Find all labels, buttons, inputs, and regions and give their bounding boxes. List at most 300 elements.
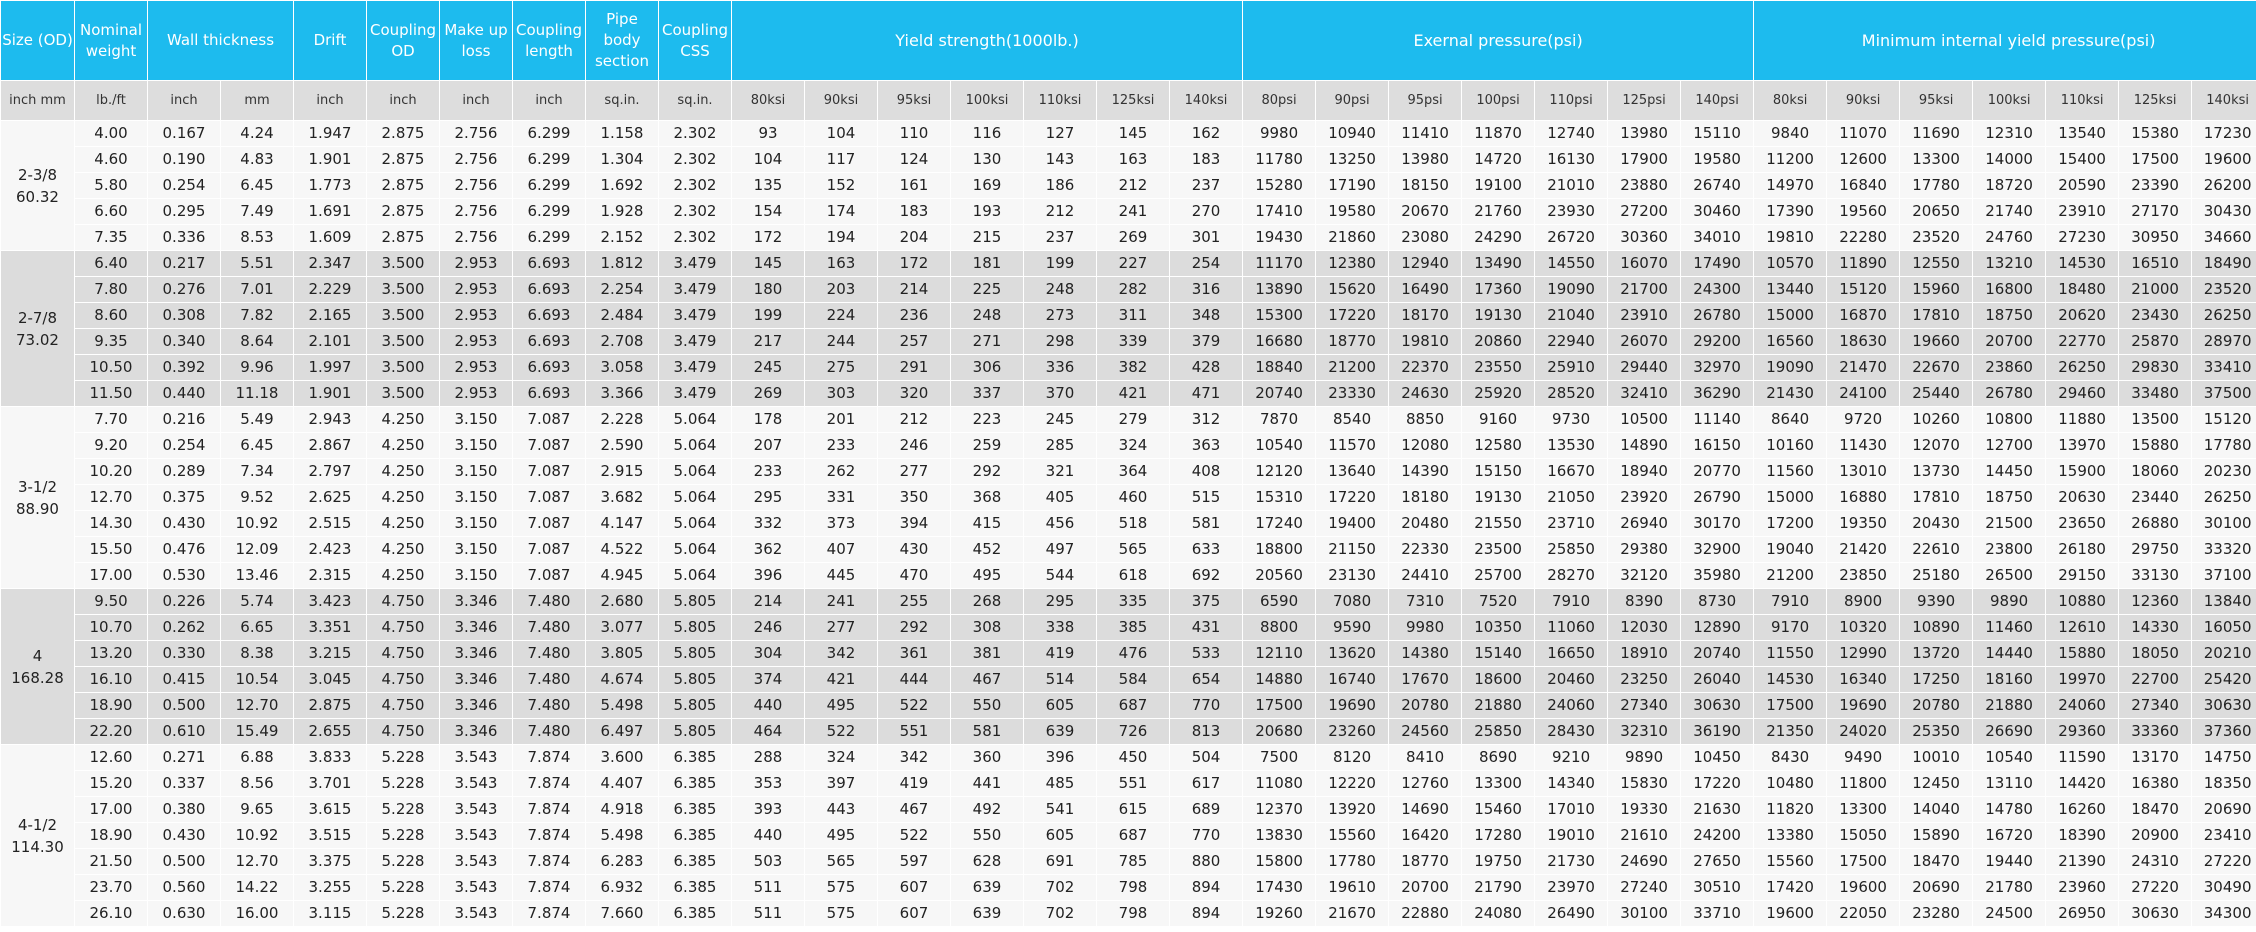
unit-cell: sq.in. <box>586 81 659 121</box>
data-cell: 117 <box>805 147 878 173</box>
data-cell: 18750 <box>1973 303 2046 329</box>
data-cell: 7.480 <box>513 719 586 745</box>
data-cell: 25180 <box>1900 563 1973 589</box>
data-cell: 33320 <box>2192 537 2256 563</box>
data-cell: 246 <box>732 615 805 641</box>
data-cell: 15150 <box>1462 459 1535 485</box>
data-cell: 16.10 <box>75 667 148 693</box>
unit-cell: inch mm <box>1 81 75 121</box>
data-cell: 28270 <box>1535 563 1608 589</box>
data-cell: 6.88 <box>221 745 294 771</box>
data-cell: 7870 <box>1243 407 1316 433</box>
data-cell: 3.346 <box>440 641 513 667</box>
data-cell: 0.262 <box>148 615 221 641</box>
data-cell: 292 <box>951 459 1024 485</box>
data-cell: 20230 <box>2192 459 2256 485</box>
data-cell: 19660 <box>1900 329 1973 355</box>
data-cell: 26790 <box>1681 485 1754 511</box>
unit-cell: inch <box>440 81 513 121</box>
data-cell: 25920 <box>1462 381 1535 407</box>
data-cell: 3.543 <box>440 771 513 797</box>
data-cell: 370 <box>1024 381 1097 407</box>
data-cell: 25850 <box>1462 719 1535 745</box>
data-cell: 23280 <box>1900 901 1973 927</box>
data-cell: 798 <box>1097 875 1170 901</box>
data-cell: 0.308 <box>148 303 221 329</box>
data-cell: 533 <box>1170 641 1243 667</box>
table-row <box>1 459 2256 485</box>
data-cell: 379 <box>1170 329 1243 355</box>
data-cell: 13300 <box>1900 147 1973 173</box>
data-cell: 522 <box>878 823 951 849</box>
data-cell: 324 <box>805 745 878 771</box>
data-cell: 30100 <box>2192 511 2256 537</box>
data-cell: 135 <box>732 173 805 199</box>
data-cell: 2.943 <box>294 407 367 433</box>
data-cell: 0.226 <box>148 589 221 615</box>
data-cell: 17.00 <box>75 797 148 823</box>
data-cell: 492 <box>951 797 1024 823</box>
data-cell: 10.92 <box>221 511 294 537</box>
data-cell: 440 <box>732 823 805 849</box>
data-cell: 2.625 <box>294 485 367 511</box>
data-cell: 10.92 <box>221 823 294 849</box>
data-cell: 3.479 <box>659 277 732 303</box>
data-cell: 17780 <box>1316 849 1389 875</box>
data-cell: 0.254 <box>148 433 221 459</box>
data-cell: 6.693 <box>513 277 586 303</box>
data-cell: 8430 <box>1754 745 1827 771</box>
data-cell: 17430 <box>1243 875 1316 901</box>
data-cell: 21790 <box>1462 875 1535 901</box>
data-cell: 16870 <box>1827 303 1900 329</box>
data-cell: 181 <box>951 251 1024 277</box>
data-cell: 18350 <box>2192 771 2256 797</box>
data-cell: 12.70 <box>221 849 294 875</box>
data-cell: 0.392 <box>148 355 221 381</box>
data-cell: 15880 <box>2046 641 2119 667</box>
data-cell: 0.375 <box>148 485 221 511</box>
data-cell: 584 <box>1097 667 1170 693</box>
data-cell: 4.250 <box>367 407 440 433</box>
data-cell: 13980 <box>1608 121 1681 147</box>
data-cell: 18060 <box>2119 459 2192 485</box>
data-cell: 9.20 <box>75 433 148 459</box>
data-cell: 308 <box>951 615 1024 641</box>
data-cell: 5.805 <box>659 641 732 667</box>
data-cell: 20460 <box>1535 667 1608 693</box>
data-cell: 2.953 <box>440 355 513 381</box>
header-pipe-body-section: Pipe body section <box>586 1 659 81</box>
data-cell: 36190 <box>1681 719 1754 745</box>
data-cell: 6.299 <box>513 199 586 225</box>
data-cell: 21860 <box>1316 225 1389 251</box>
data-cell: 467 <box>878 797 951 823</box>
table-row <box>1 485 2256 511</box>
data-cell: 282 <box>1097 277 1170 303</box>
data-cell: 13980 <box>1389 147 1462 173</box>
data-cell: 30430 <box>2192 199 2256 225</box>
data-cell: 605 <box>1024 693 1097 719</box>
data-cell: 3.423 <box>294 589 367 615</box>
data-cell: 0.530 <box>148 563 221 589</box>
header-coupling-od: Coupling OD <box>367 1 440 81</box>
data-cell: 8540 <box>1316 407 1389 433</box>
data-cell: 7.80 <box>75 277 148 303</box>
data-cell: 7.874 <box>513 823 586 849</box>
data-cell: 304 <box>732 641 805 667</box>
unit-cell: 90ksi <box>805 81 878 121</box>
data-cell: 37100 <box>2192 563 2256 589</box>
data-cell: 18170 <box>1389 303 1462 329</box>
data-cell: 23800 <box>1973 537 2046 563</box>
data-cell: 7.34 <box>221 459 294 485</box>
data-cell: 172 <box>732 225 805 251</box>
data-cell: 894 <box>1170 901 1243 927</box>
data-cell: 27220 <box>2192 849 2256 875</box>
data-cell: 17250 <box>1900 667 1973 693</box>
data-cell: 18940 <box>1608 459 1681 485</box>
data-cell: 11200 <box>1754 147 1827 173</box>
data-cell: 880 <box>1170 849 1243 875</box>
data-cell: 770 <box>1170 693 1243 719</box>
data-cell: 0.430 <box>148 511 221 537</box>
data-cell: 154 <box>732 199 805 225</box>
data-cell: 27240 <box>1608 875 1681 901</box>
data-cell: 21000 <box>2119 277 2192 303</box>
data-cell: 21350 <box>1754 719 1827 745</box>
data-cell: 464 <box>732 719 805 745</box>
header-size: Size (OD) <box>1 1 75 81</box>
data-cell: 110 <box>878 121 951 147</box>
data-cell: 212 <box>1097 173 1170 199</box>
header-make-up-loss: Make up loss <box>440 1 513 81</box>
data-cell: 0.560 <box>148 875 221 901</box>
data-cell: 798 <box>1097 901 1170 927</box>
data-cell: 10480 <box>1754 771 1827 797</box>
data-cell: 9840 <box>1754 121 1827 147</box>
data-cell: 14420 <box>2046 771 2119 797</box>
data-cell: 408 <box>1170 459 1243 485</box>
unit-cell: 125psi <box>1608 81 1681 121</box>
data-cell: 3.833 <box>294 745 367 771</box>
data-cell: 11880 <box>2046 407 2119 433</box>
data-cell: 17490 <box>1681 251 1754 277</box>
data-cell: 224 <box>805 303 878 329</box>
data-cell: 6.299 <box>513 121 586 147</box>
data-cell: 396 <box>732 563 805 589</box>
data-cell: 419 <box>1024 641 1097 667</box>
data-cell: 4.522 <box>586 537 659 563</box>
data-cell: 26780 <box>1973 381 2046 407</box>
data-cell: 212 <box>1024 199 1097 225</box>
data-cell: 12380 <box>1316 251 1389 277</box>
data-cell: 7.480 <box>513 667 586 693</box>
data-cell: 18470 <box>2119 797 2192 823</box>
data-cell: 14.22 <box>221 875 294 901</box>
unit-cell: 80ksi <box>1754 81 1827 121</box>
data-cell: 2.423 <box>294 537 367 563</box>
data-cell: 441 <box>951 771 1024 797</box>
data-cell: 17500 <box>1827 849 1900 875</box>
data-cell: 2.756 <box>440 121 513 147</box>
data-cell: 262 <box>805 459 878 485</box>
data-cell: 1.158 <box>586 121 659 147</box>
data-cell: 30630 <box>2192 693 2256 719</box>
data-cell: 295 <box>1024 589 1097 615</box>
data-cell: 21670 <box>1316 901 1389 927</box>
data-cell: 2.953 <box>440 303 513 329</box>
data-cell: 6.385 <box>659 797 732 823</box>
data-cell: 5.74 <box>221 589 294 615</box>
data-cell: 7.087 <box>513 511 586 537</box>
data-cell: 19330 <box>1608 797 1681 823</box>
data-cell: 13300 <box>1827 797 1900 823</box>
data-cell: 394 <box>878 511 951 537</box>
data-cell: 15.20 <box>75 771 148 797</box>
data-cell: 18750 <box>1973 485 2046 511</box>
data-cell: 485 <box>1024 771 1097 797</box>
data-cell: 7.874 <box>513 875 586 901</box>
data-cell: 605 <box>1024 823 1097 849</box>
data-cell: 13490 <box>1462 251 1535 277</box>
data-cell: 444 <box>878 667 951 693</box>
data-cell: 21040 <box>1535 303 1608 329</box>
data-cell: 16130 <box>1535 147 1608 173</box>
data-cell: 428 <box>1170 355 1243 381</box>
data-cell: 405 <box>1024 485 1097 511</box>
data-cell: 10.70 <box>75 615 148 641</box>
data-cell: 350 <box>878 485 951 511</box>
data-cell: 20900 <box>2119 823 2192 849</box>
data-cell: 3.543 <box>440 745 513 771</box>
data-cell: 20430 <box>1900 511 1973 537</box>
data-cell: 17220 <box>1316 485 1389 511</box>
data-cell: 32310 <box>1608 719 1681 745</box>
data-cell: 14.30 <box>75 511 148 537</box>
size-mm: 60.32 <box>16 187 59 206</box>
data-cell: 11430 <box>1827 433 1900 459</box>
data-cell: 14340 <box>1535 771 1608 797</box>
data-cell: 2.953 <box>440 277 513 303</box>
data-cell: 14530 <box>2046 251 2119 277</box>
data-cell: 476 <box>1097 641 1170 667</box>
data-cell: 18770 <box>1316 329 1389 355</box>
data-cell: 16260 <box>2046 797 2119 823</box>
data-cell: 22280 <box>1827 225 1900 251</box>
data-cell: 316 <box>1170 277 1243 303</box>
data-cell: 362 <box>732 537 805 563</box>
table-row <box>1 641 2256 667</box>
data-cell: 9.96 <box>221 355 294 381</box>
data-cell: 5.51 <box>221 251 294 277</box>
data-cell: 236 <box>878 303 951 329</box>
data-cell: 14550 <box>1535 251 1608 277</box>
data-cell: 13530 <box>1535 433 1608 459</box>
data-cell: 12600 <box>1827 147 1900 173</box>
unit-cell: inch <box>294 81 367 121</box>
data-cell: 26940 <box>1608 511 1681 537</box>
data-cell: 7.087 <box>513 485 586 511</box>
data-cell: 17190 <box>1316 173 1389 199</box>
data-cell: 21760 <box>1462 199 1535 225</box>
data-cell: 16050 <box>2192 615 2256 641</box>
data-cell: 639 <box>1024 719 1097 745</box>
data-cell: 393 <box>732 797 805 823</box>
data-cell: 21390 <box>2046 849 2119 875</box>
table-body <box>1 121 2256 927</box>
data-cell: 12220 <box>1316 771 1389 797</box>
data-cell: 223 <box>951 407 1024 433</box>
data-cell: 1.997 <box>294 355 367 381</box>
data-cell: 19600 <box>1827 875 1900 901</box>
data-cell: 214 <box>732 589 805 615</box>
data-cell: 14380 <box>1389 641 1462 667</box>
header-min-internal-yield: Minimum internal yield pressure(psi) <box>1754 1 2256 81</box>
data-cell: 2.953 <box>440 329 513 355</box>
data-cell: 3.543 <box>440 849 513 875</box>
data-cell: 1.304 <box>586 147 659 173</box>
data-cell: 18910 <box>1608 641 1681 667</box>
data-cell: 27340 <box>2119 693 2192 719</box>
data-cell: 17500 <box>1754 693 1827 719</box>
data-cell: 201 <box>805 407 878 433</box>
data-cell: 628 <box>951 849 1024 875</box>
data-cell: 12310 <box>1973 121 2046 147</box>
data-cell: 225 <box>951 277 1024 303</box>
data-cell: 29750 <box>2119 537 2192 563</box>
data-cell: 6.45 <box>221 433 294 459</box>
data-cell: 17230 <box>2192 121 2256 147</box>
data-cell: 227 <box>1097 251 1170 277</box>
data-cell: 324 <box>1097 433 1170 459</box>
data-cell: 5.064 <box>659 433 732 459</box>
data-cell: 13540 <box>2046 121 2119 147</box>
data-cell: 342 <box>878 745 951 771</box>
data-cell: 116 <box>951 121 1024 147</box>
data-cell: 18490 <box>2192 251 2256 277</box>
data-cell: 163 <box>805 251 878 277</box>
data-cell: 373 <box>805 511 878 537</box>
data-cell: 27200 <box>1608 199 1681 225</box>
data-cell: 8640 <box>1754 407 1827 433</box>
data-cell: 452 <box>951 537 1024 563</box>
data-cell: 13250 <box>1316 147 1389 173</box>
data-cell: 16420 <box>1389 823 1462 849</box>
data-cell: 23860 <box>1973 355 2046 381</box>
data-cell: 6.299 <box>513 147 586 173</box>
unit-cell: 95ksi <box>878 81 951 121</box>
data-cell: 28970 <box>2192 329 2256 355</box>
data-cell: 5.228 <box>367 901 440 927</box>
data-cell: 785 <box>1097 849 1170 875</box>
data-cell: 10.54 <box>221 667 294 693</box>
data-cell: 9.65 <box>221 797 294 823</box>
data-cell: 3.351 <box>294 615 367 641</box>
data-cell: 19690 <box>1316 693 1389 719</box>
data-cell: 12940 <box>1389 251 1462 277</box>
data-cell: 421 <box>1097 381 1170 407</box>
data-cell: 32900 <box>1681 537 1754 563</box>
data-cell: 26250 <box>2192 485 2256 511</box>
data-cell: 10540 <box>1243 433 1316 459</box>
data-cell: 11140 <box>1681 407 1754 433</box>
data-cell: 18150 <box>1389 173 1462 199</box>
data-cell: 16740 <box>1316 667 1389 693</box>
data-cell: 26740 <box>1681 173 1754 199</box>
data-cell: 19810 <box>1754 225 1827 251</box>
data-cell: 178 <box>732 407 805 433</box>
size-mm: 168.28 <box>11 668 64 687</box>
data-cell: 14450 <box>1973 459 2046 485</box>
data-cell: 5.80 <box>75 173 148 199</box>
data-cell: 6.385 <box>659 771 732 797</box>
data-cell: 17220 <box>1681 771 1754 797</box>
data-cell: 21550 <box>1462 511 1535 537</box>
data-cell: 23330 <box>1316 381 1389 407</box>
data-cell: 4.407 <box>586 771 659 797</box>
data-cell: 396 <box>1024 745 1097 771</box>
data-cell: 271 <box>951 329 1024 355</box>
data-cell: 20690 <box>2192 797 2256 823</box>
data-cell: 2.756 <box>440 147 513 173</box>
data-cell: 32120 <box>1608 563 1681 589</box>
data-cell: 18050 <box>2119 641 2192 667</box>
data-cell: 13170 <box>2119 745 2192 771</box>
data-cell: 244 <box>805 329 878 355</box>
data-cell: 361 <box>878 641 951 667</box>
data-cell: 26250 <box>2046 355 2119 381</box>
data-cell: 7310 <box>1389 589 1462 615</box>
header-drift: Drift <box>294 1 367 81</box>
unit-cell: 110ksi <box>2046 81 2119 121</box>
table-row <box>1 823 2256 849</box>
data-cell: 575 <box>805 875 878 901</box>
data-cell: 25420 <box>2192 667 2256 693</box>
data-cell: 385 <box>1097 615 1170 641</box>
data-cell: 269 <box>1097 225 1170 251</box>
data-cell: 19130 <box>1462 303 1535 329</box>
data-cell: 26950 <box>2046 901 2119 927</box>
data-cell: 10010 <box>1900 745 1973 771</box>
data-cell: 11560 <box>1754 459 1827 485</box>
data-cell: 726 <box>1097 719 1170 745</box>
unit-cell: inch <box>513 81 586 121</box>
data-cell: 22770 <box>2046 329 2119 355</box>
data-cell: 522 <box>805 719 878 745</box>
data-cell: 2.708 <box>586 329 659 355</box>
data-cell: 12740 <box>1535 121 1608 147</box>
data-cell: 34300 <box>2192 901 2256 927</box>
data-cell: 163 <box>1097 147 1170 173</box>
data-cell: 17900 <box>1608 147 1681 173</box>
data-cell: 21420 <box>1827 537 1900 563</box>
data-cell: 12.09 <box>221 537 294 563</box>
data-cell: 248 <box>951 303 1024 329</box>
data-cell: 28430 <box>1535 719 1608 745</box>
data-cell: 8390 <box>1608 589 1681 615</box>
data-cell: 21500 <box>1973 511 2046 537</box>
table-row <box>1 693 2256 719</box>
data-cell: 17500 <box>2119 147 2192 173</box>
data-cell: 27230 <box>2046 225 2119 251</box>
data-cell: 37500 <box>2192 381 2256 407</box>
data-cell: 25910 <box>1535 355 1608 381</box>
data-cell: 3.500 <box>367 381 440 407</box>
unit-cell: 95ksi <box>1900 81 1973 121</box>
data-cell: 5.805 <box>659 719 732 745</box>
data-cell: 17360 <box>1462 277 1535 303</box>
